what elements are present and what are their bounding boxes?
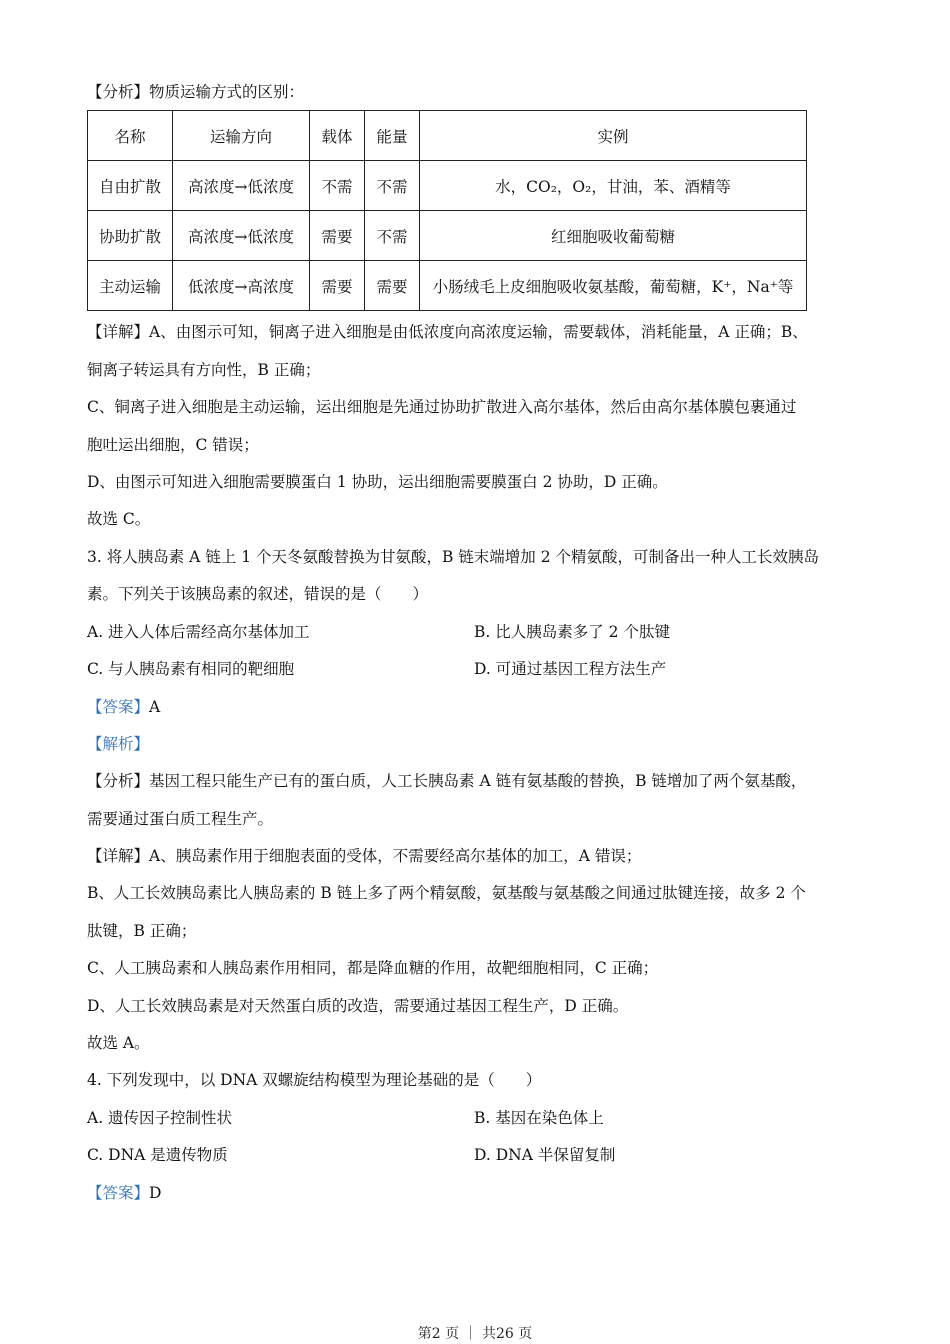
table-cell: 不需 — [365, 161, 420, 211]
jiexi-line — [87, 734, 860, 754]
analysis-text: 基因工程只能生产已有的蛋白质，人工长胰岛素 A 链有氨基酸的替换，B 链增加了两个氨基酸， — [149, 772, 807, 790]
table-cell: 不需 — [310, 161, 365, 211]
detail-text: A、由图示可知，铜离子进入细胞是由低浓度向高浓度运输，需要载体，消耗能量，A 正确；B、 — [149, 323, 808, 341]
table-cell: 协助扩散 — [88, 211, 173, 261]
analysis-line — [87, 771, 860, 791]
option-c: C. DNA 是遗传物质 — [87, 1146, 228, 1164]
table-row — [88, 261, 807, 311]
question-3-stem: 3. 将人胰岛素 A 链上 1 个天冬氨酸替换为甘氨酸，B 链末端增加 2 个精氨酸，可制备出一种人工长效胰岛 — [87, 548, 820, 566]
table-cell: 高浓度→低浓度 — [173, 211, 310, 261]
conclusion-line: 故选 A。 — [87, 1034, 150, 1052]
option-c: C. 与人胰岛素有相同的靶细胞 — [87, 660, 295, 678]
question-4-stem: 4. 下列发现中，以 DNA 双螺旋结构模型为理论基础的是（ ） — [87, 1071, 542, 1089]
detail-line: D、人工长效胰岛素是对天然蛋白质的改造，需要通过基因工程生产，D 正确。 — [87, 997, 629, 1015]
detail-line: 肽键，B 正确； — [87, 922, 197, 940]
analysis-tag: 【分析】 — [87, 772, 150, 790]
table-cell: 自由扩散 — [88, 161, 173, 211]
answer-tag: 【答案】 — [87, 1184, 150, 1202]
table-header-cell: 能量 — [365, 111, 420, 161]
detail-line: 铜离子转运具有方向性，B 正确； — [87, 361, 321, 379]
table-header-cell: 运输方向 — [173, 111, 310, 161]
detail-text: A、胰岛素作用于细胞表面的受体，不需要经高尔基体的加工，A 错误； — [149, 847, 642, 865]
table-cell: 主动运输 — [88, 261, 173, 311]
table-row — [88, 161, 807, 211]
option-b: B. 比人胰岛素多了 2 个肽键 — [474, 623, 670, 641]
question-3-stem: 素。下列关于该胰岛素的叙述，错误的是（ ） — [87, 585, 429, 603]
option-d: D. DNA 半保留复制 — [474, 1146, 616, 1164]
analysis-tag: 【分析】 — [87, 83, 150, 101]
analysis-heading — [87, 82, 860, 102]
table-header-row — [88, 111, 807, 161]
detail-line: C、铜离子进入细胞是主动运输，运出细胞是先通过协助扩散进入高尔基体，然后由高尔基体膜包裹通过 — [87, 398, 797, 416]
table-cell: 小肠绒毛上皮细胞吸收氨基酸，葡萄糖，K⁺，Na⁺等 — [420, 261, 807, 311]
table-cell: 低浓度→高浓度 — [173, 261, 310, 311]
page-footer: 第2 页 ｜ 共26 页 — [417, 1326, 533, 1342]
option-b: B. 基因在染色体上 — [474, 1109, 604, 1127]
table-header-cell: 载体 — [310, 111, 365, 161]
table-cell: 水，CO₂，O₂，甘油，苯、酒精等 — [420, 161, 807, 211]
detail-line — [87, 322, 860, 342]
answer-value: D — [149, 1184, 162, 1202]
detail-tag: 【详解】 — [87, 847, 150, 865]
option-d: D. 可通过基因工程方法生产 — [474, 660, 667, 678]
detail-line: 胞吐运出细胞，C 错误； — [87, 436, 259, 454]
analysis-text: 物质运输方式的区别： — [149, 83, 305, 101]
transport-comparison-table — [87, 110, 807, 311]
option-a: A. 遗传因子控制性状 — [87, 1109, 233, 1127]
detail-tag: 【详解】 — [87, 323, 150, 341]
table-header-cell: 名称 — [88, 111, 173, 161]
detail-line — [87, 846, 860, 866]
jiexi-tag: 【解析】 — [87, 735, 150, 753]
table-cell: 红细胞吸收葡萄糖 — [420, 211, 807, 261]
table-cell: 需要 — [365, 261, 420, 311]
answer-tag: 【答案】 — [87, 698, 150, 716]
detail-line: C、人工胰岛素和人胰岛素作用相同，都是降血糖的作用，故靶细胞相同，C 正确； — [87, 959, 659, 977]
table-header-cell: 实例 — [420, 111, 807, 161]
detail-line: B、人工长效胰岛素比人胰岛素的 B 链上多了两个精氨酸，氨基酸与氨基酸之间通过肽键连接，故多 2 个 — [87, 884, 806, 902]
table-cell: 需要 — [310, 211, 365, 261]
table-cell: 需要 — [310, 261, 365, 311]
table-cell: 高浓度→低浓度 — [173, 161, 310, 211]
conclusion-line: 故选 C。 — [87, 510, 151, 528]
table-row — [88, 211, 807, 261]
table-cell: 不需 — [365, 211, 420, 261]
answer-line — [87, 1183, 860, 1203]
option-a: A. 进入人体后需经高尔基体加工 — [87, 623, 310, 641]
answer-value: A — [149, 698, 161, 716]
answer-line — [87, 697, 860, 717]
detail-line: D、由图示可知进入细胞需要膜蛋白 1 协助，运出细胞需要膜蛋白 2 协助，D 正确。 — [87, 473, 668, 491]
analysis-line: 需要通过蛋白质工程生产。 — [87, 810, 274, 828]
